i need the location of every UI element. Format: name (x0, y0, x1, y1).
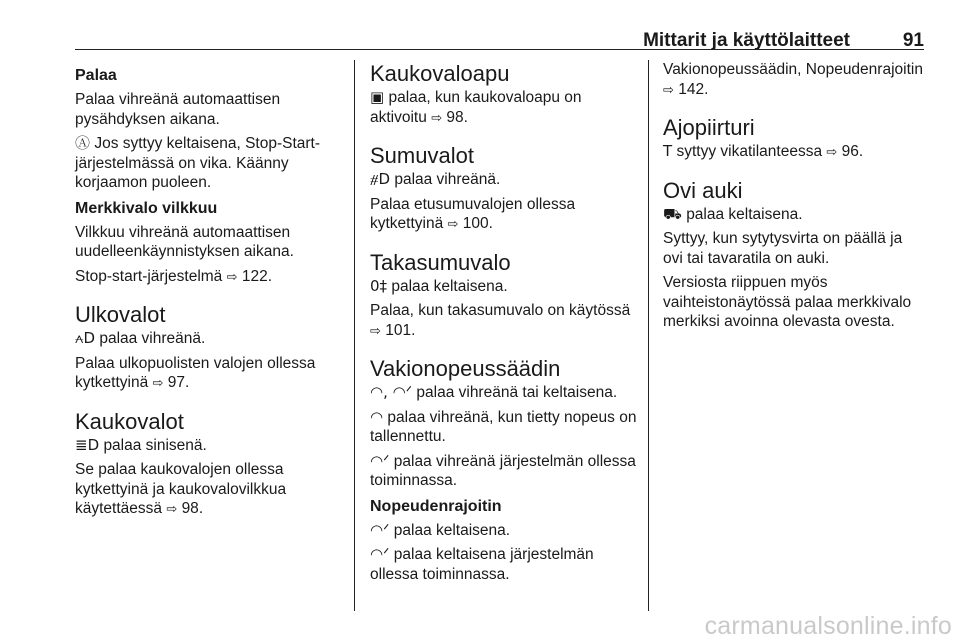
section-heading (370, 249, 640, 277)
text: palaa keltaisena järjestelmän ollessa toiminnassa. (370, 546, 594, 583)
paragraph: Vakionopeussäädin, Nopeudenrajoitin ⇨ 142. (663, 61, 923, 98)
paragraph (663, 273, 925, 332)
text: Ulkovalot (75, 302, 166, 327)
page-number: 91 (902, 30, 924, 51)
speed-limiter-icon: ◠ᐟ (370, 545, 390, 563)
text: palaa vihreänä. (394, 171, 501, 188)
text: Palaa etusumuvalojen ollessa kytkettyinä (370, 195, 576, 232)
section-heading (75, 408, 345, 436)
cruise-control-active-icon: ◠ᐟ (370, 451, 390, 470)
text: Stop-start-järjestelmä (75, 267, 223, 285)
paragraph (370, 277, 640, 297)
text: Sumuvalot (370, 143, 474, 168)
section-heading (75, 301, 345, 329)
watermark: carmanualsonline.info (704, 612, 952, 640)
paragraph (663, 229, 925, 268)
section-heading (663, 114, 925, 142)
text: Merkkivalo vilkkuu (75, 199, 218, 217)
cruise-control-icon: ◠ (370, 407, 384, 426)
page-reference-arrow-icon: ⇨ (663, 82, 674, 98)
page-reference[interactable]: 97 (167, 374, 186, 391)
column-divider (648, 60, 649, 611)
text: Palaa ulkopuolisten valojen ollessa kytkettyinä (75, 354, 316, 391)
paragraph (370, 383, 640, 403)
door-open-icon: ⛟ (663, 204, 682, 223)
page-reference-arrow-icon: ⇨ (226, 269, 238, 285)
high-beam-icon: ≣D (75, 435, 100, 454)
page-reference[interactable]: 100 (462, 215, 489, 232)
section-heading (663, 177, 925, 205)
text: palaa keltaisena. (686, 205, 803, 223)
text: palaa vihreänä. (99, 330, 206, 347)
tachograph-icon: T (663, 142, 673, 160)
page-reference-arrow-icon: ⇨ (152, 376, 164, 391)
paragraph: Palaa etusumuvalojen ollessa kytkettyinä ⇨ 100. (370, 195, 576, 232)
section-heading (75, 199, 345, 219)
text: Palaa (75, 67, 117, 84)
high-beam-assist-icon: ▣ (370, 88, 385, 106)
rear-fog-light-icon: 0‡ (370, 276, 388, 295)
text: Takasumuvalo (370, 249, 511, 275)
section-heading (370, 142, 640, 170)
paragraph (370, 521, 640, 541)
fog-light-icon: ⧣D (370, 170, 391, 188)
paragraph (75, 329, 345, 349)
speed-limiter-icon: ◠ᐟ (370, 520, 390, 539)
text: palaa, kun kaukovaloapu on aktivoitu (370, 89, 582, 126)
text: Palaa vihreänä automaattisen pysähdyksen aikana. (75, 91, 281, 128)
paragraph (370, 545, 640, 584)
text: Jos syttyy keltaisena, Stop-Start-järjestelmässä on vika. Käänny korjaamon puoleen. (75, 135, 321, 191)
section-heading (370, 60, 640, 88)
header-rule (75, 49, 924, 50)
text: Kaukovaloapu (370, 61, 510, 86)
paragraph: Palaa ulkopuolisten valojen ollessa kytkettyinä ⇨ 97. (75, 354, 316, 391)
page-reference-arrow-icon: ⇨ (447, 217, 459, 232)
text: palaa keltaisena. (393, 521, 511, 539)
text: Vakionopeussäädin, Nopeudenrajoitin (663, 61, 923, 78)
cruise-control-icon: ◠, ◠ᐟ (370, 383, 413, 401)
paragraph (370, 408, 640, 447)
text: Ovi auki (663, 177, 743, 203)
paragraph (663, 205, 925, 225)
column-1 (75, 60, 345, 525)
section-title: Mittarit ja käyttölaitteet (643, 30, 850, 51)
text: Nopeudenrajoitin (370, 497, 502, 515)
paragraph: T syttyy vikatilanteessa ⇨ 96. (663, 142, 864, 160)
paragraph (370, 170, 640, 190)
text: Kaukovalot (75, 408, 184, 434)
page-reference-arrow-icon: ⇨ (431, 110, 443, 126)
page-reference[interactable]: 101 (385, 321, 412, 339)
exterior-light-icon: ⩜D (75, 329, 96, 347)
text: Palaa, kun takasumuvalo on käytössä (370, 302, 631, 319)
paragraph (75, 90, 345, 129)
section-heading (370, 355, 640, 383)
page-header (75, 30, 924, 50)
page-reference-arrow-icon: ⇨ (166, 502, 178, 517)
page-reference[interactable]: 142 (678, 80, 705, 98)
paragraph: Stop-start-järjestelmä ⇨ 122. (75, 267, 273, 285)
page-reference[interactable]: 96 (841, 143, 859, 160)
column-2 (370, 60, 640, 589)
paragraph (75, 134, 345, 193)
text: Vakionopeussäädin (370, 356, 561, 381)
text: palaa vihreänä, kun tietty nopeus on tallennettu. (370, 408, 637, 445)
section-heading (75, 66, 345, 86)
text: palaa vihreänä tai keltaisena. (416, 384, 618, 401)
text: Vilkkuu vihreänä automaattisen uudelleenkäynnistyksen aikana. (75, 223, 294, 260)
page-reference[interactable]: 98 (446, 108, 464, 126)
paragraph (75, 223, 345, 262)
stop-start-icon: Ⓐ (75, 134, 91, 152)
page-reference-arrow-icon: ⇨ (370, 323, 381, 339)
text: Versiosta riippuen myös vaihteistonäytössä palaa merkkivalo merkiksi avoinna olevasta ovesta. (663, 274, 912, 330)
text: Syttyy, kun sytytysvirta on päällä ja ovi tai tavaratila on auki. (663, 230, 903, 267)
text: palaa sinisenä. (103, 436, 207, 454)
paragraph: ▣ palaa, kun kaukovaloapu on aktivoitu ⇨ 98. (370, 88, 582, 126)
paragraph (370, 452, 640, 491)
text: Ajopiirturi (663, 115, 755, 140)
paragraph (75, 436, 345, 456)
paragraph: Se palaa kaukovalojen ollessa kytkettyinä ja kaukovalovilkkua käytettäessä ⇨ 98. (75, 461, 287, 517)
text: syttyy vikatilanteessa (676, 143, 823, 160)
text: palaa keltaisena. (391, 277, 508, 295)
text: Se palaa kaukovalojen ollessa kytkettyinä ja kaukovalovilkkua käytettäessä (75, 461, 287, 517)
text: palaa vihreänä järjestelmän ollessa toiminnassa. (370, 452, 636, 489)
paragraph: Palaa, kun takasumuvalo on käytössä ⇨ 101. (370, 302, 631, 339)
section-heading (370, 497, 640, 517)
column-divider (354, 60, 355, 611)
page-reference[interactable]: 122 (241, 267, 268, 285)
page-reference[interactable]: 98 (181, 500, 199, 517)
column-3 (663, 60, 925, 337)
page-reference-arrow-icon: ⇨ (826, 145, 838, 160)
